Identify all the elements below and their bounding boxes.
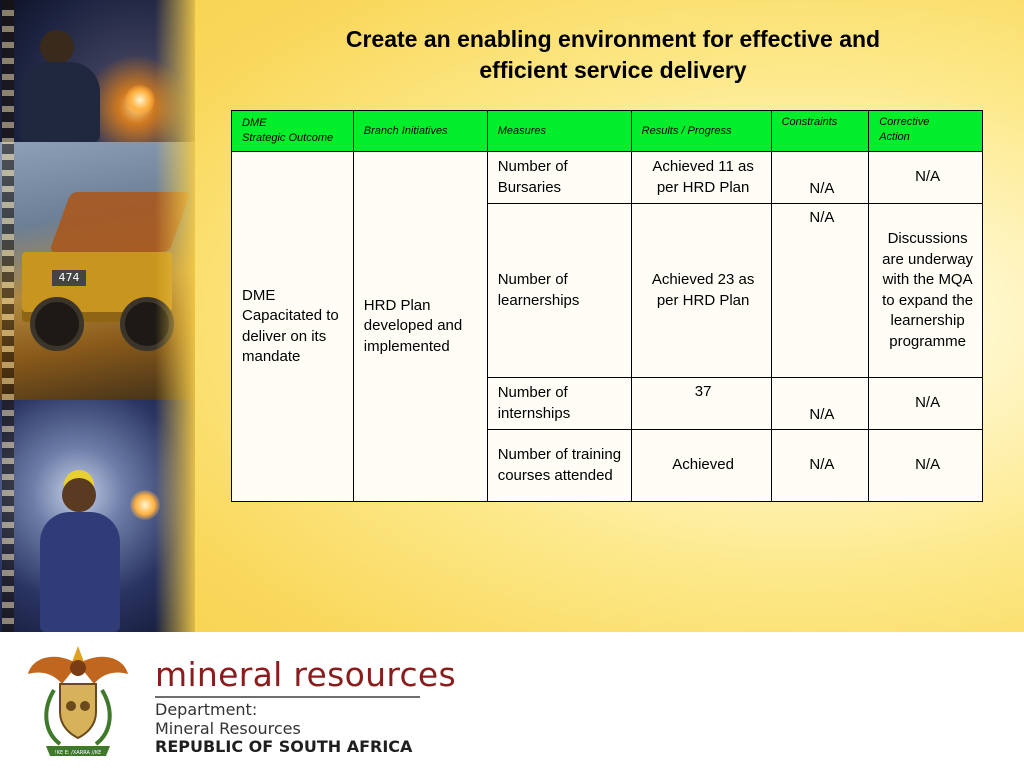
- wheat-left-icon: [46, 690, 60, 744]
- cell-constraint: N/A: [771, 204, 869, 378]
- worker-body: [40, 512, 120, 632]
- film-strip-edge: [2, 0, 14, 632]
- brand-name: mineral resources: [155, 655, 457, 694]
- department-label: Department:: [155, 700, 258, 719]
- table-header-row: [232, 111, 983, 152]
- motto-text: !KE E: /XARRA //KE: [54, 750, 102, 756]
- worker-head: [62, 478, 96, 512]
- photo-fade: [155, 0, 195, 632]
- figure-icon: [80, 701, 90, 711]
- cell-result: Achieved: [631, 430, 771, 502]
- cell-constraint: N/A: [771, 152, 869, 204]
- header-measures: Measures: [487, 111, 631, 152]
- slide-title-line-2: efficient service delivery: [479, 57, 747, 83]
- cell-constraint: N/A: [771, 378, 869, 430]
- photo-collage: [0, 0, 195, 632]
- cell-measure: Number of learnerships: [487, 204, 631, 378]
- header-corrective-line-1: Corrective: [879, 116, 930, 128]
- truck-number-plate: 474: [52, 270, 86, 286]
- cell-result: 37: [631, 378, 771, 430]
- brand-divider: [155, 696, 420, 698]
- header-outcome-line-2: Strategic Outcome: [242, 132, 334, 144]
- slide-title: [300, 24, 926, 86]
- cell-result: Achieved 23 as per HRD Plan: [631, 204, 771, 378]
- worker-silhouette-body: [20, 62, 100, 142]
- slide-title-line-1: Create an enabling environment for effective and: [345, 26, 881, 52]
- header-constraints: Constraints: [771, 111, 869, 152]
- header-strategic-outcome: [232, 111, 354, 152]
- cell-measure: Number of Bursaries: [487, 152, 631, 204]
- molten-glow: [125, 85, 155, 115]
- cell-constraint: N/A: [771, 430, 869, 502]
- bird-head-icon: [70, 660, 86, 676]
- cell-branch-initiative: HRD Plan developed and implemented: [353, 152, 487, 502]
- header-results: Results / Progress: [631, 111, 771, 152]
- coat-of-arms-logo: [24, 640, 132, 760]
- header-corrective-line-2: Action: [879, 131, 910, 143]
- cell-strategic-outcome: DME Capacitated to deliver on its mandate: [232, 152, 354, 502]
- cell-corrective-action: N/A: [869, 378, 983, 430]
- cell-corrective-action: Discussions are underway with the MQA to expand the learnership programme: [869, 204, 983, 378]
- outcomes-table: [231, 110, 983, 502]
- shield-icon: [60, 684, 96, 738]
- figure-icon: [66, 701, 76, 711]
- wheat-right-icon: [96, 690, 110, 744]
- header-corrective-action: [869, 111, 983, 152]
- sun-ray-icon: [72, 646, 84, 662]
- footer-band: [0, 632, 1024, 768]
- cell-measure: Number of training courses attended: [487, 430, 631, 502]
- worker-silhouette-head: [40, 30, 74, 64]
- department-name: Mineral Resources: [155, 719, 301, 738]
- country-name: REPUBLIC OF SOUTH AFRICA: [155, 737, 413, 756]
- cell-measure: Number of internships: [487, 378, 631, 430]
- cell-result: Achieved 11 as per HRD Plan: [631, 152, 771, 204]
- cell-corrective-action: N/A: [869, 152, 983, 204]
- header-branch-initiatives: Branch Initiatives: [353, 111, 487, 152]
- header-outcome-line-1: DME: [242, 117, 267, 129]
- cell-corrective-action: N/A: [869, 430, 983, 502]
- table-row: [232, 152, 983, 204]
- truck-wheel: [30, 297, 84, 351]
